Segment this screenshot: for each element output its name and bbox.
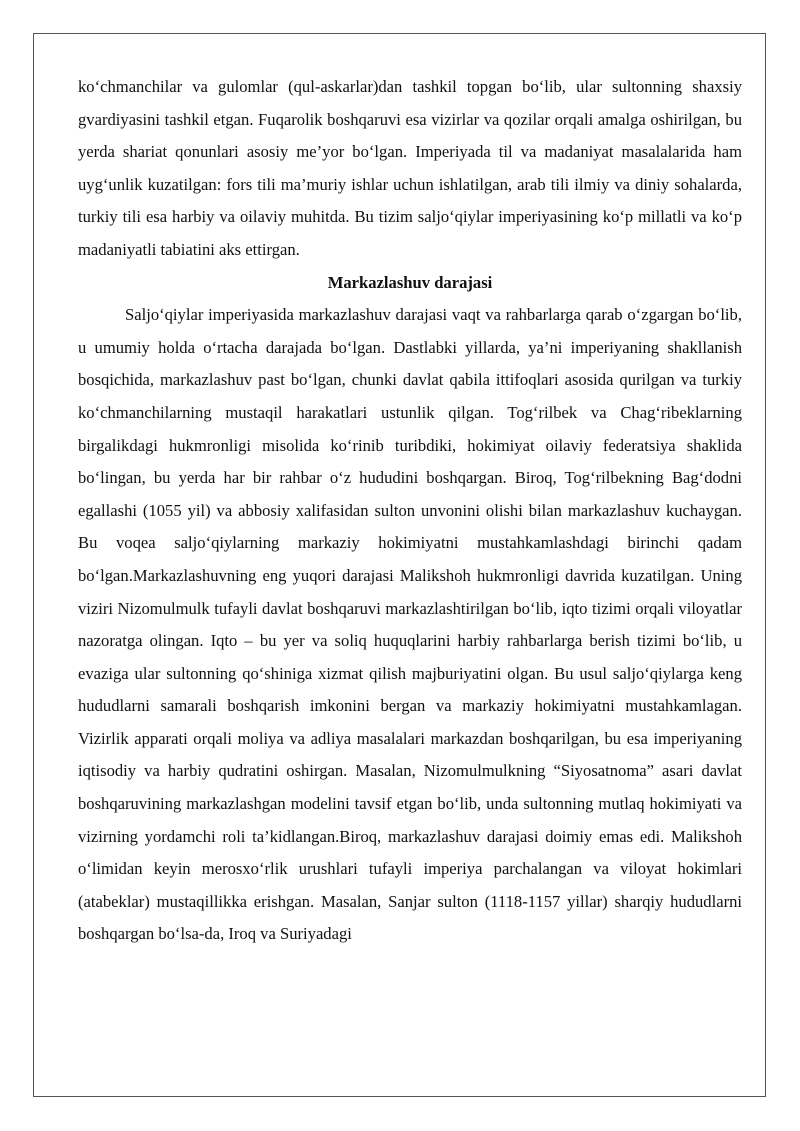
paragraph-intro: ko‘chmanchilar va gulomlar (qul-askarlar)dan tashkil topgan bo‘lib, ular sultonning shaxsiy gvardiyasini tashkil etgan. Fuqarolik boshqaruvi esa vizirlar va qozilar orqali amalga oshirilgan, bu yerda shariat qonunlari asosiy me’yor bo‘lgan. Imperiyada til va madaniyat masalalarida ham uyg‘unlik kuzatilgan: fors tili ma’muriy ishlar uchun ishlatilgan, arab tili ilmiy va diniy sohalarda, turkiy tili esa harbiy va oilaviy muhitda. Bu tizim saljo‘qiylar imperiyasining ko‘p millatli va ko‘p madaniyatli tabiatini aks ettirgan. <box>78 77 742 259</box>
section-heading: Markazlashuv darajasi <box>327 272 493 292</box>
paragraph-centralization: Saljo‘qiylar imperiyasida markazlashuv darajasi vaqt va rahbarlarga qarab o‘zgargan bo‘lib, u umumiy holda o‘rtacha darajada bo‘lgan. Dastlabki yillarda, ya’ni imperiyaning shakllanish bosqichida, markazlashuv past bo‘lgan, chunki davlat qabila ittifoqlari asosida qurilgan va turkiy ko‘chmanchilarning mustaqil harakatlari ustunlik qilgan. Tog‘rilbek va Chag‘ribeklarning birgalikdagi hukmronligi misolida ko‘rinib turibdiki, hokimiyat oilaviy federatsiya shaklida bo‘lingan, bu yerda har bir rahbar o‘z hududini boshqargan. Biroq, Tog‘rilbekning Bag‘dodni egallashi (1055 yil) va abbosiy xalifasidan sulton unvonini olishi bilan markazlashuv kuchaygan. Bu voqea saljo‘qiylarning markaziy hokimiyatni mustahkamlashdagi birinchi qadam bo‘lgan.Markazlashuvning eng yuqori darajasi Malikshoh hukmronligi davrida kuzatilgan. Uning viziri Nizomulmulk tufayli davlat boshqaruvi markazlashtirilgan bo‘lib, iqto tizimi orqali viloyatlar nazoratga olingan. Iqto – bu yer va soliq huquqlarini harbiy rahbarlarga berish tizimi bo‘lib, u evaziga ular sultonning qo‘shiniga xizmat qilish majburiyatini olgan. Bu usul saljo‘qiylarga keng hududlarni samarali boshqarish imkonini bergan va markaziy hokimiyatni mustahkamlagan. Vizirlik apparati orqali moliya va adliya masalalari markazdan boshqarilgan, bu esa imperiyaning iqtisodiy va harbiy qudratini oshirgan. Masalan, Nizomulmulkning “Siyosatnoma” asari davlat boshqaruvining markazlashgan modelini tavsif etgan bo‘lib, unda sultonning mutlaq hokimiyati va vizirning yordamchi roli ta’kidlangan.Biroq, markazlashuv darajasi doimiy emas edi. Malikshoh o‘limidan keyin merosxo‘rlik urushlari tufayli imperiya parchalangan va viloyat hokimlari (atabeklar) mustaqillikka erishgan. Masalan, Sanjar sulton (1118-1157 yillar) sharqiy hududlarni boshqargan bo‘lsa-da, Iroq va Suriyadagi <box>78 305 742 944</box>
document-body <box>78 71 742 951</box>
